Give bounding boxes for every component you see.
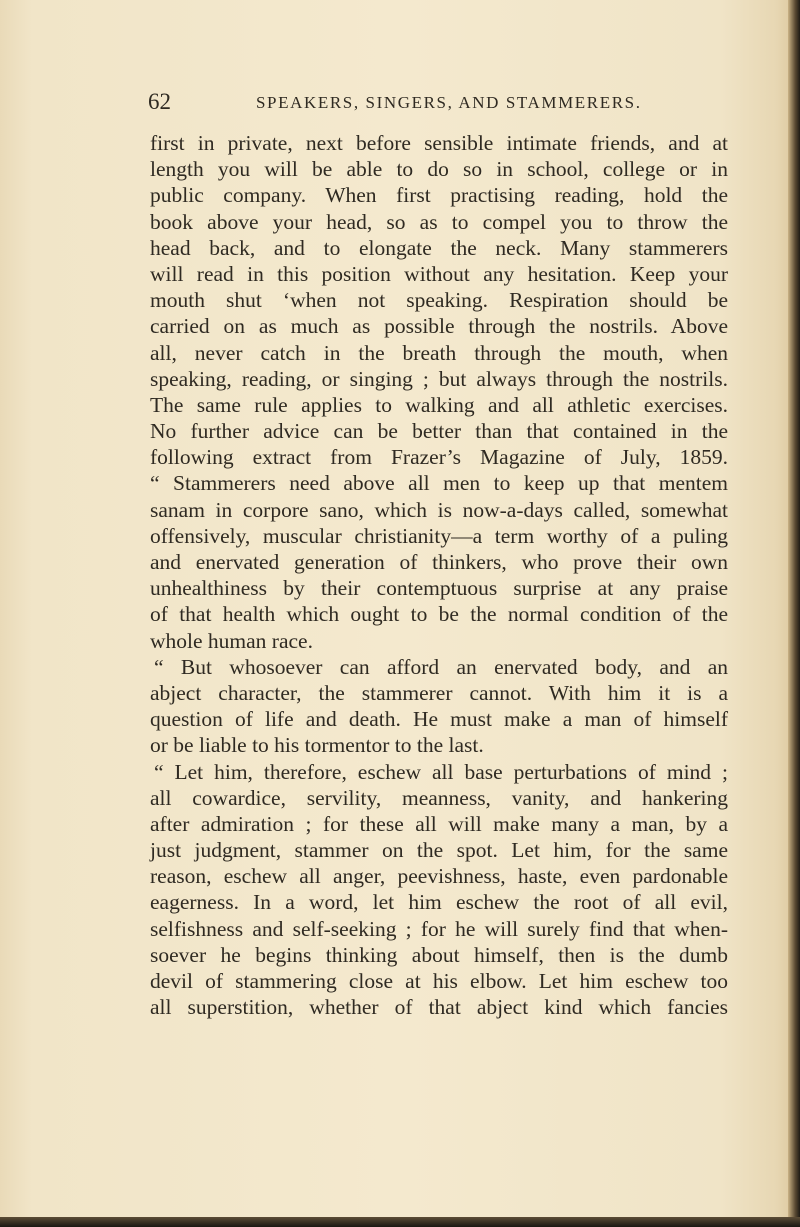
text-line: devil of stammering close at his elbow. Let him eschew too [150, 969, 728, 993]
page-edge-shadow-bottom [0, 1217, 800, 1227]
text-line: selfishness and self-seeking ; for he will surely find that when- [150, 916, 728, 941]
text-line: question of life and death. He must make a man of himself [150, 707, 728, 732]
text-line: mouth shut ‘when not speaking. Respiration should be [150, 288, 728, 313]
text-line: sanam in corpore sano, which is now-a-days called, somewhat [150, 497, 728, 522]
text-line: public company. When first practising reading, hold the [150, 183, 728, 208]
text-line: eagerness. In a word, let him eschew the root of all evil, [150, 890, 728, 915]
text-line: abject character, the stammerer cannot. With him it is a [150, 680, 728, 705]
text-line: or be liable to his tormentor to the last. [150, 733, 484, 758]
text-line: first in private, next before sensible intimate friends, and at [150, 131, 728, 155]
page-number: 62 [148, 89, 171, 114]
text-line: The same rule applies to walking and all athletic exercises. [150, 392, 728, 417]
page-edge-shadow-right [788, 0, 800, 1227]
text-line: carried on as much as possible through the nostrils. Above [150, 314, 728, 339]
text-line: of that health which ought to be the normal condition of the [150, 602, 728, 627]
text-line: speaking, reading, or singing ; but always through the nostrils. [150, 366, 728, 391]
text-line: reason, eschew all anger, peevishness, haste, even pardonable [150, 864, 728, 889]
text-line: will read in this position without any hesitation. Keep your [150, 261, 728, 286]
text-line: “ Let him, therefore, eschew all base perturbations of mind ; [154, 759, 728, 784]
text-line: whole human race. [150, 628, 313, 653]
text-line: all cowardice, servility, meanness, vanity, and hankering [150, 785, 728, 810]
body-text [150, 130, 728, 1020]
text-line: unhealthiness by their contemptuous surprise at any praise [150, 576, 728, 601]
text-line: No further advice can be better than that contained in the [150, 419, 728, 444]
text-line: offensively, muscular christianity—a term worthy of a puling [150, 523, 728, 548]
text-line: “ But whosoever can afford an enervated body, and an [154, 654, 728, 679]
text-line: all superstition, whether of that abject kind which fancies [150, 995, 728, 1020]
text-line: and enervated generation of thinkers, who prove their own [150, 550, 728, 574]
text-line: just judgment, stammer on the spot. Let him, for the same [150, 838, 728, 863]
text-line: “ Stammerers need above all men to keep up that mentem [150, 471, 728, 496]
text-line: length you will be able to do so in school, college or in [150, 157, 728, 182]
text-line: after admiration ; for these all will make many a man, by a [150, 811, 728, 836]
text-line: head back, and to elongate the neck. Many stammerers [150, 235, 728, 260]
text-line: soever he begins thinking about himself, then is the dumb [150, 942, 728, 967]
text-line: following extract from Frazer’s Magazine of July, 1859. [150, 445, 728, 470]
page-header [148, 88, 728, 116]
text-line: book above your head, so as to compel you to throw the [150, 209, 728, 234]
text-line: all, never catch in the breath through the mouth, when [150, 340, 728, 365]
running-head: SPEAKERS, SINGERS, AND STAMMERERS. [256, 93, 642, 112]
